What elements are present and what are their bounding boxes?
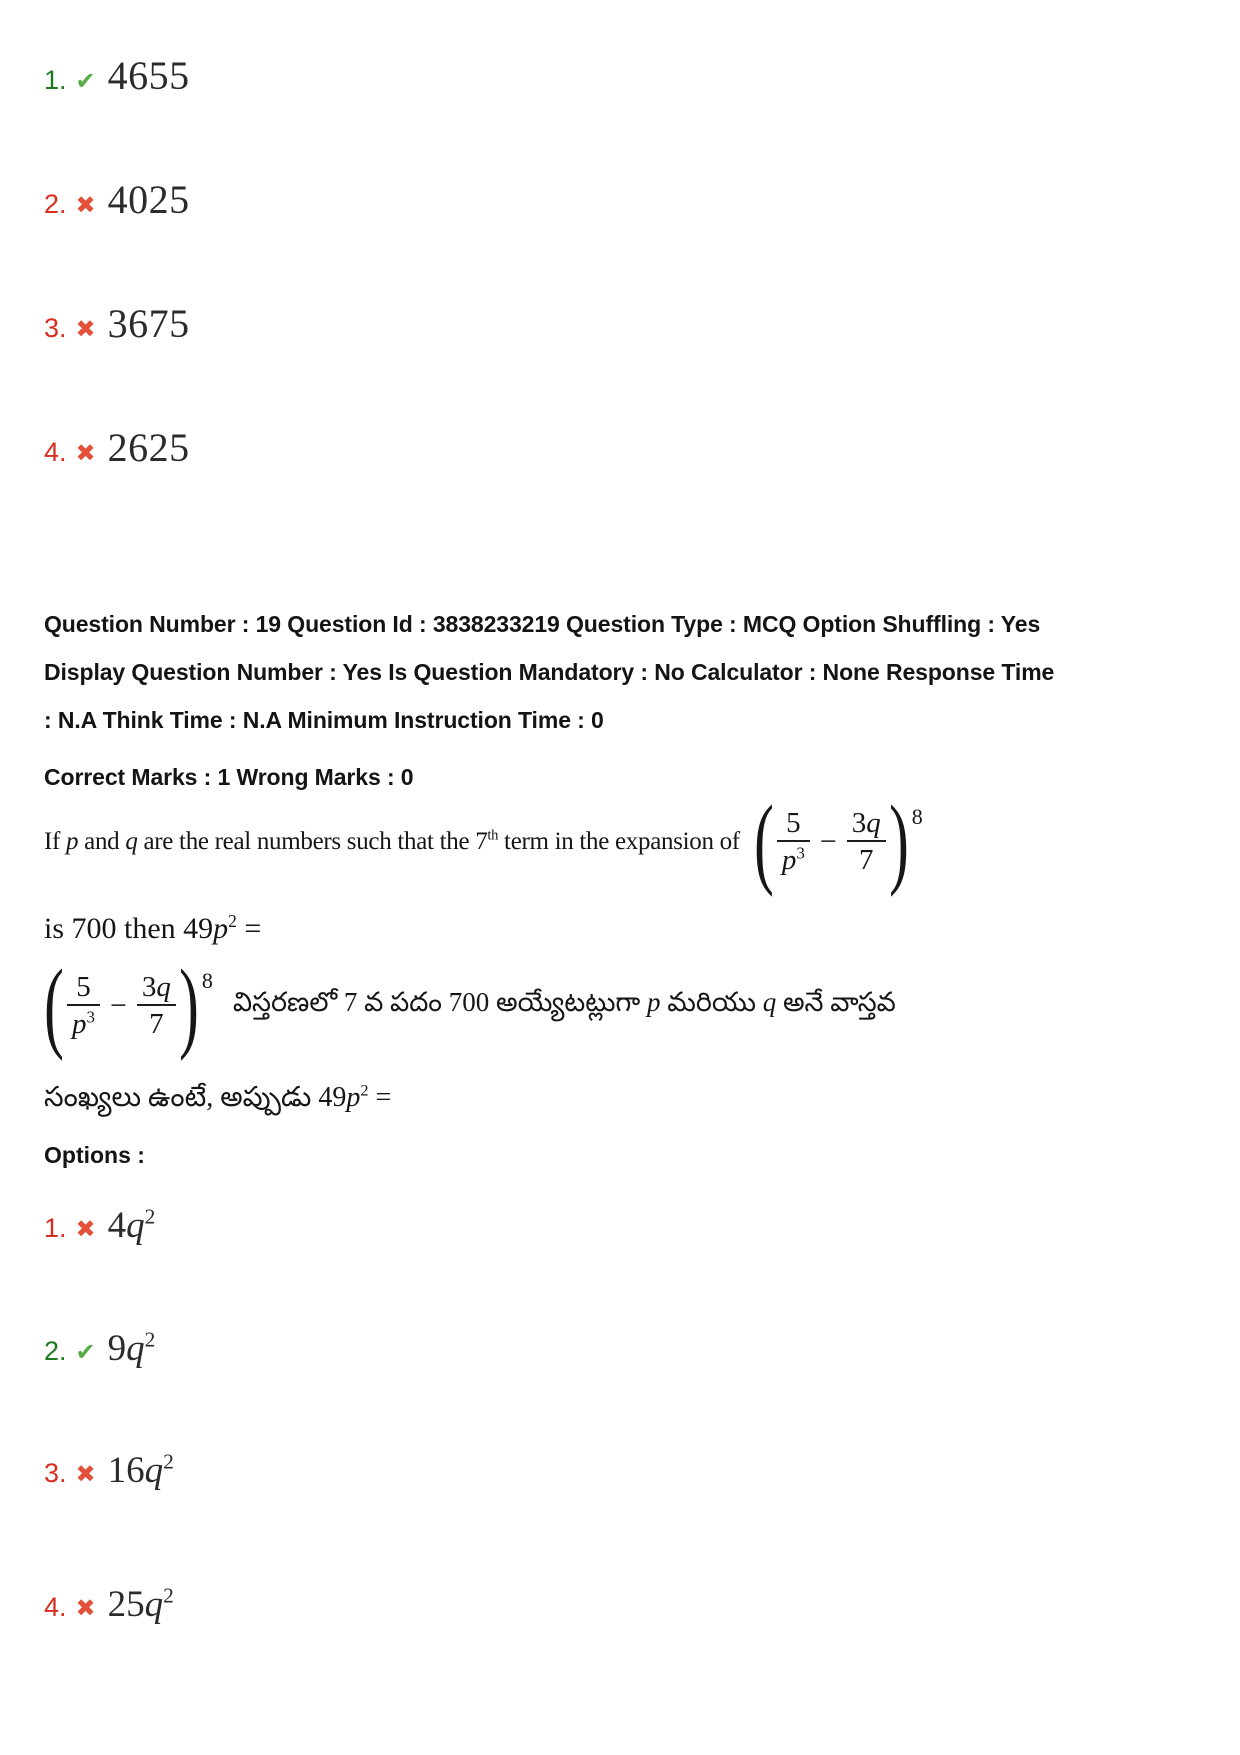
metadata-line: Question Number : 19 Question Id : 3838233219 Question Type : MCQ Option Shuffling : Yes: [44, 611, 1041, 637]
answer-option-row: [44, 1583, 174, 1626]
wrong-cross-icon: ✖: [75, 1594, 96, 1622]
left-paren: (: [44, 949, 64, 1062]
option-value: $16q^2$: [107, 1449, 174, 1491]
left-paren: (: [753, 785, 774, 898]
option-value: 2625: [107, 425, 190, 470]
option-number: 3.: [44, 313, 67, 343]
option-number: 1.: [44, 1213, 67, 1243]
option-number: 3.: [44, 1458, 67, 1488]
binomial-expression: [44, 949, 213, 1062]
answer-option-row: [44, 52, 190, 99]
question-sentence: If p and q are the real numbers such that the 7th term in the expansion of: [44, 827, 740, 855]
answer-option-row: [44, 176, 190, 223]
fraction-2: $\frac{3q}{7}$: [847, 807, 886, 877]
option-value: $25q^2$: [107, 1583, 174, 1625]
question-text-telugu: [44, 949, 1224, 1062]
option-number: 2.: [44, 189, 67, 219]
metadata-line: : N.A Think Time : N.A Minimum Instruction Time : 0: [44, 707, 604, 733]
option-number: 2.: [44, 1336, 67, 1366]
option-number: 1.: [44, 65, 67, 95]
option-value: 4025: [107, 177, 190, 222]
question-sentence-telugu: విస్తరణలో 7 వ పదం 700 అయ్యేటట్లుగా p మరియు q అనే వాస్తవ: [232, 986, 896, 1017]
minus-sign: −: [109, 988, 127, 1022]
exponent: 8: [911, 804, 923, 829]
fraction-bar: [137, 1004, 176, 1006]
wrong-cross-icon: ✖: [75, 1215, 96, 1243]
answer-option-row: [44, 424, 190, 471]
question-metadata: [44, 600, 1204, 744]
option-value: $9q^2$: [107, 1327, 156, 1369]
binomial-expression: [753, 785, 923, 898]
option-value: 4655: [107, 53, 190, 98]
question-text-english-line2: is 700 then $49p^2$ =: [44, 911, 262, 945]
fraction-bar: [847, 840, 886, 842]
right-paren: ): [888, 785, 909, 898]
fraction-1: $\frac{5}{p^3}$: [777, 807, 810, 877]
minus-sign: −: [819, 824, 837, 858]
option-number: 4.: [44, 1592, 67, 1622]
question-text-english: [44, 785, 1224, 898]
marks-line: Correct Marks : 1 Wrong Marks : 0: [44, 764, 414, 790]
wrong-cross-icon: ✖: [75, 315, 96, 343]
answer-option-row: [44, 300, 190, 347]
right-paren: ): [179, 949, 199, 1062]
answer-option-row: [44, 1449, 174, 1492]
fraction-bar: [777, 840, 810, 842]
option-value: 3675: [107, 301, 190, 346]
correct-check-icon: ✔: [75, 67, 96, 95]
wrong-cross-icon: ✖: [75, 191, 96, 219]
fraction-2: $\frac{3q}{7}$: [137, 971, 176, 1041]
fraction-bar: [67, 1004, 100, 1006]
fraction-1: $\frac{5}{p^3}$: [67, 971, 100, 1041]
options-label: Options :: [44, 1142, 145, 1168]
option-value: $4q^2$: [107, 1204, 156, 1246]
correct-check-icon: ✔: [75, 1338, 96, 1366]
wrong-cross-icon: ✖: [75, 439, 96, 467]
option-number: 4.: [44, 437, 67, 467]
question-text-telugu-line2: సంఖ్యలు ఉంటే, అప్పుడు $49p^2$ =: [44, 1081, 392, 1113]
answer-option-row: [44, 1327, 155, 1370]
metadata-line: Display Question Number : Yes Is Question Mandatory : No Calculator : None Response Time: [44, 659, 1055, 685]
wrong-cross-icon: ✖: [75, 1460, 96, 1488]
exponent: 8: [201, 968, 213, 993]
answer-option-row: [44, 1204, 155, 1247]
